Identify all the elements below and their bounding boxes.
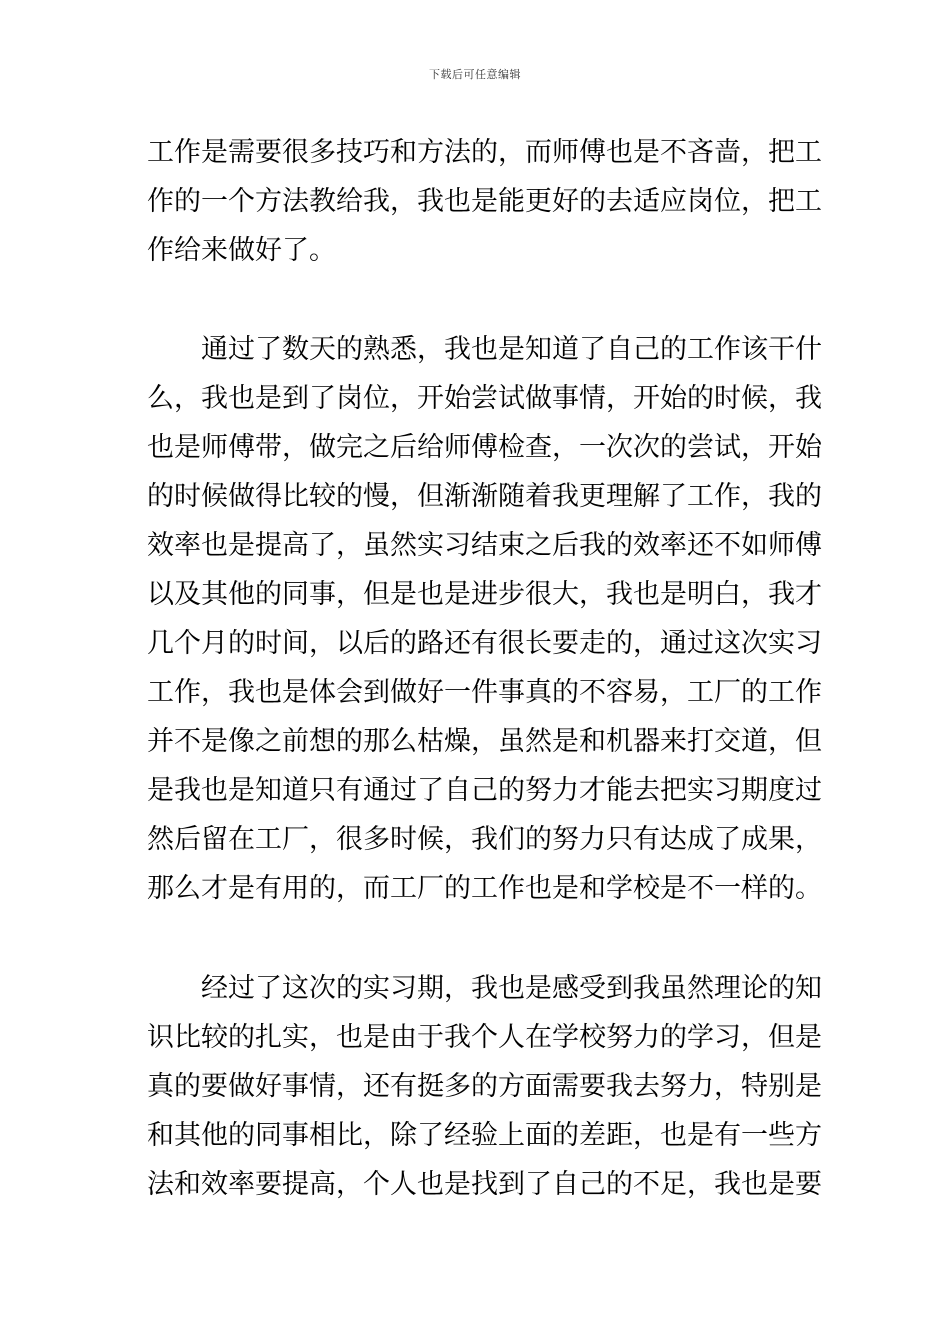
page-header: 下载后可任意编辑 [429,68,521,81]
paragraph-line: 并不是像之前想的那么枯燥，虽然是和机器来打交道，但 [147,726,822,757]
paragraph-line: 是我也是知道只有通过了自己的努力才能去把实习期度过 [147,775,822,806]
paragraph-line: 法和效率要提高，个人也是找到了自己的不足，我也是要 [147,1169,822,1200]
paragraph-2 [147,325,822,913]
paragraph-line: 效率也是提高了，虽然实习结束之后我的效率还不如师傅 [147,530,822,561]
paragraph-line: 以及其他的同事，但是也是进步很大，我也是明白，我才 [147,579,822,610]
paragraph-line: 经过了这次的实习期，我也是感受到我虽然理论的知 [201,973,822,1004]
paragraph-line: 几个月的时间，以后的路还有很长要走的，通过这次实习 [147,628,822,659]
paragraph-1 [147,128,822,275]
paragraph-line: 工作，我也是体会到做好一件事真的不容易，工厂的工作 [147,677,822,708]
paragraph-line: 也是师傅带，做完之后给师傅检查，一次次的尝试，开始 [147,432,822,463]
paragraph-line: 然后留在工厂，很多时候，我们的努力只有达成了成果， [147,824,822,855]
paragraph-line: 工作是需要很多技巧和方法的，而师傅也是不吝啬，把工 [147,137,822,168]
paragraph-line: 真的要做好事情，还有挺多的方面需要我去努力，特别是 [147,1071,822,1102]
paragraph-line: 的时候做得比较的慢，但渐渐随着我更理解了工作，我的 [147,481,822,512]
paragraph-line: 那么才是有用的，而工厂的工作也是和学校是不一样的。 [147,873,822,904]
paragraph-line: 么，我也是到了岗位，开始尝试做事情，开始的时候，我 [147,383,822,414]
paragraph-line: 和其他的同事相比，除了经验上面的差距，也是有一些方 [147,1120,822,1151]
paragraph-line: 作的一个方法教给我，我也是能更好的去适应岗位，把工 [147,186,822,217]
paragraph-3 [147,964,822,1209]
paragraph-line: 识比较的扎实，也是由于我个人在学校努力的学习，但是 [147,1022,822,1053]
paragraph-line: 通过了数天的熟悉，我也是知道了自己的工作该干什 [201,334,822,365]
paragraph-line: 作给来做好了。 [147,235,336,266]
